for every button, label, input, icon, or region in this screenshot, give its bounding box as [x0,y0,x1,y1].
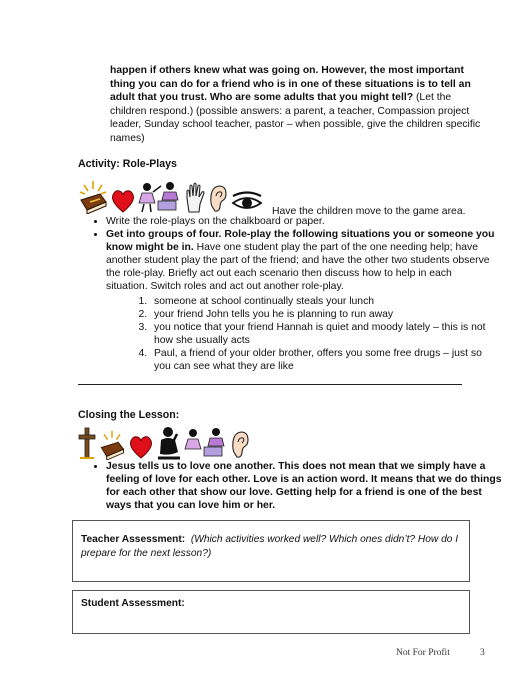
closing-icon-row [78,426,250,460]
intro-bold-text: happen if others knew what was going on. However, the most important thing you can do for a friend who is in one of these situations is to tell an adult that you trust. Who are some adults that you might tell? [110,65,471,104]
list-item: 3. you notice that your friend Hannah is quiet and moody lately – this is not how she usually acts [150,321,496,347]
activity-bullet-list [78,215,496,373]
list-item: 2. your friend John tells you he is planning to run away [150,308,496,321]
eye-icon [230,190,264,214]
list-item [106,228,496,373]
heart-icon [128,434,154,460]
ear-icon [208,184,228,214]
intro-normal-text: (Let the children respond.) (possible answers: a parent, a teacher, Compassion project leader, Sunday school teacher, pastor – when possible, give the children specific names) [110,92,481,144]
hand-icon [184,182,206,214]
activity-icon-caption: Have the children move to the game area. [272,206,466,217]
children-group-icon [138,180,182,214]
bullet-normal-text: Have one student play the part of the one needing help; have another student play the part of the friend; and have the other two students observe the role-play. Briefly act out each scenario then discuss how to help in each situation. Switch roles and act out another role-play. [106,242,490,293]
list-item: • Jesus tells us to love one another. This does not mean that we simply have a feeling of love for each other. Love is an action word. It means that we do things for each other that show our love. Getting help for a friend is one of the best ways that you can love him or her. [106,460,506,512]
closing-heading: Closing the Lesson: [78,409,180,421]
student-assessment-box [72,590,470,634]
activity-heading: Activity: Role-Plays [78,158,177,170]
praying-person-icon [156,426,182,460]
teacher-assessment-label: Teacher Assessment: [81,534,186,545]
bible-icon [98,428,126,460]
scenario-list [106,295,496,374]
intro-paragraph [110,64,490,146]
section-divider [78,384,462,385]
cross-icon [78,426,96,460]
ear-icon [230,430,250,460]
bullet-text: Write the role-plays on the chalkboard or paper. [106,216,325,227]
list-item [106,215,496,228]
student-assessment-label: Student Assessment: [81,598,185,609]
list-item: 1. someone at school continually steals your lunch [150,295,496,308]
page-number: 3 [480,648,485,658]
teacher-assessment-box [72,520,470,582]
footer-text: Not For Profit [396,648,450,658]
closing-bullet-list [78,460,506,512]
teacher-assessment-prompt: (Which activities worked well? Which ones didn’t? How do I prepare for the next lesson?) [81,534,459,559]
bible-icon [78,178,108,214]
heart-icon [110,188,136,214]
bullet-bold-text: Get into groups of four. Role-play the following situations you or someone you know might be in. [106,229,495,254]
children-group-icon [184,426,228,460]
list-item: 4. Paul, a friend of your older brother, offers you some free drugs – just so you can see what they are like [150,347,496,373]
activity-icon-row [78,178,264,214]
